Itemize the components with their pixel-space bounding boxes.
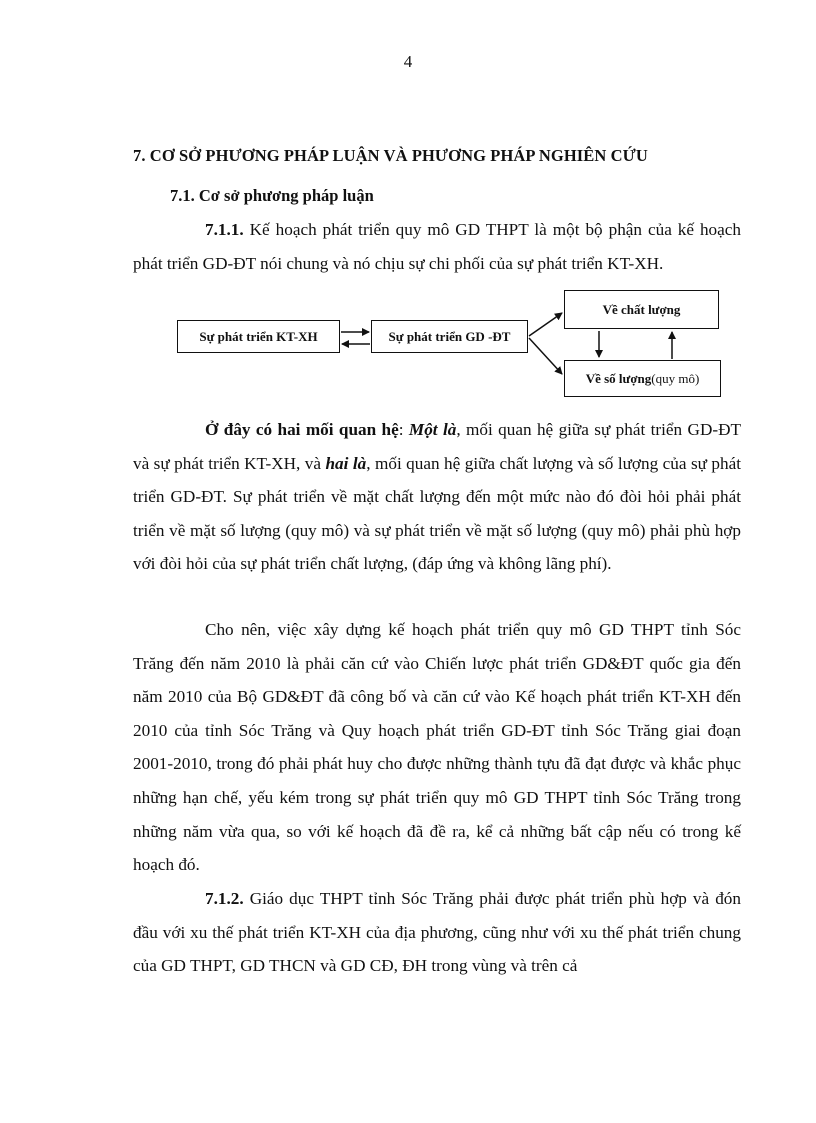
paragraph-planning: Cho nên, việc xây dựng kế hoạch phát triển quy mô GD THPT tỉnh Sóc Trăng đến năm 2010 là phải căn cứ vào Chiến lược phát triển GD&ĐT quốc gia đến năm 2010 của Bộ GD&ĐT đã công bố và căn cứ vào Kế hoạch phát triển KT-XH đến 2010 của tỉnh Sóc Trăng và Quy hoạch phát triển GD-ĐT tỉnh Sóc Trăng giai đoạn 2001-2010, trong đó phải phát huy cho được những thành tựu đã đạt được và khắc phục những hạn chế, yếu kém trong sự phát triển quy mô GD THPT tỉnh Sóc Trăng trong những năm vừa qua, so với kế hoạch đã đề ra, kể cả những bất cập nếu có trong kế hoạch đó. — [133, 620, 741, 875]
relation-one: Một là — [408, 420, 457, 439]
paragraph-text: Giáo dục THPT tỉnh Sóc Trăng phải được phát triển phù hợp và đón đầu với xu thế phát triển KT-XH của địa phương, cũng như với xu thế phát triển chung của GD THPT, GD THCN và GD CĐ, ĐH trong vùng và trên cả — [133, 889, 741, 976]
section-heading: 7. CƠ SỞ PHƯƠNG PHÁP LUẬN VÀ PHƯƠNG PHÁP NGHIÊN CỨU — [133, 146, 648, 165]
arrow-gddt-to-quality — [529, 313, 562, 336]
diagram-box-gddt: Sự phát triển GD -ĐT — [371, 320, 528, 353]
page-number: 4 — [403, 52, 413, 71]
paragraph-label: 7.1.2. — [205, 889, 244, 908]
paragraph-text: Kế hoạch phát triển quy mô GD THPT là một bộ phận của kế hoạch phát triển GD-ĐT nói chung và nó chịu sự chi phối của sự phát triển KT-XH. — [133, 220, 741, 273]
relations-text-1: , mối quan hệ giữa sự phát triển GD-ĐT và sự phát triển KT-XH, và — [133, 420, 741, 473]
paragraph-7-1-1 — [133, 213, 741, 280]
arrow-gddt-to-quantity — [529, 338, 562, 374]
quantity-label-bold: Về số lượng — [585, 370, 652, 386]
relations-text-2: , mối quan hệ giữa chất lượng và số lượng của sự phát triển GD-ĐT. Sự phát triển về mặt chất lượng đến một mức nào đó đòi hỏi phải phát triển về mặt số lượng (quy mô) và sự phát triển về mặt số lượng (quy mô) phải phù hợp với đòi hỏi của sự phát triển chất lượng, (đáp ứng và không lãng phí). — [133, 453, 742, 574]
diagram-box-ktxh: Sự phát triển KT-XH — [177, 320, 340, 353]
diagram-box-quantity — [564, 360, 721, 397]
quantity-label-normal: (quy mô) — [651, 370, 700, 386]
relations-colon: : — [398, 420, 409, 439]
paragraph-label: 7.1.1. — [205, 220, 244, 239]
paragraph-relations — [133, 413, 741, 581]
relation-two: hai là — [325, 453, 367, 473]
relations-lead: Ở đây có hai mối quan hệ — [205, 420, 399, 439]
subsection-heading: 7.1. Cơ sở phương pháp luận — [170, 186, 374, 205]
diagram-box-quality: Về chất lượng — [564, 290, 719, 329]
paragraph-7-1-2 — [133, 882, 741, 983]
